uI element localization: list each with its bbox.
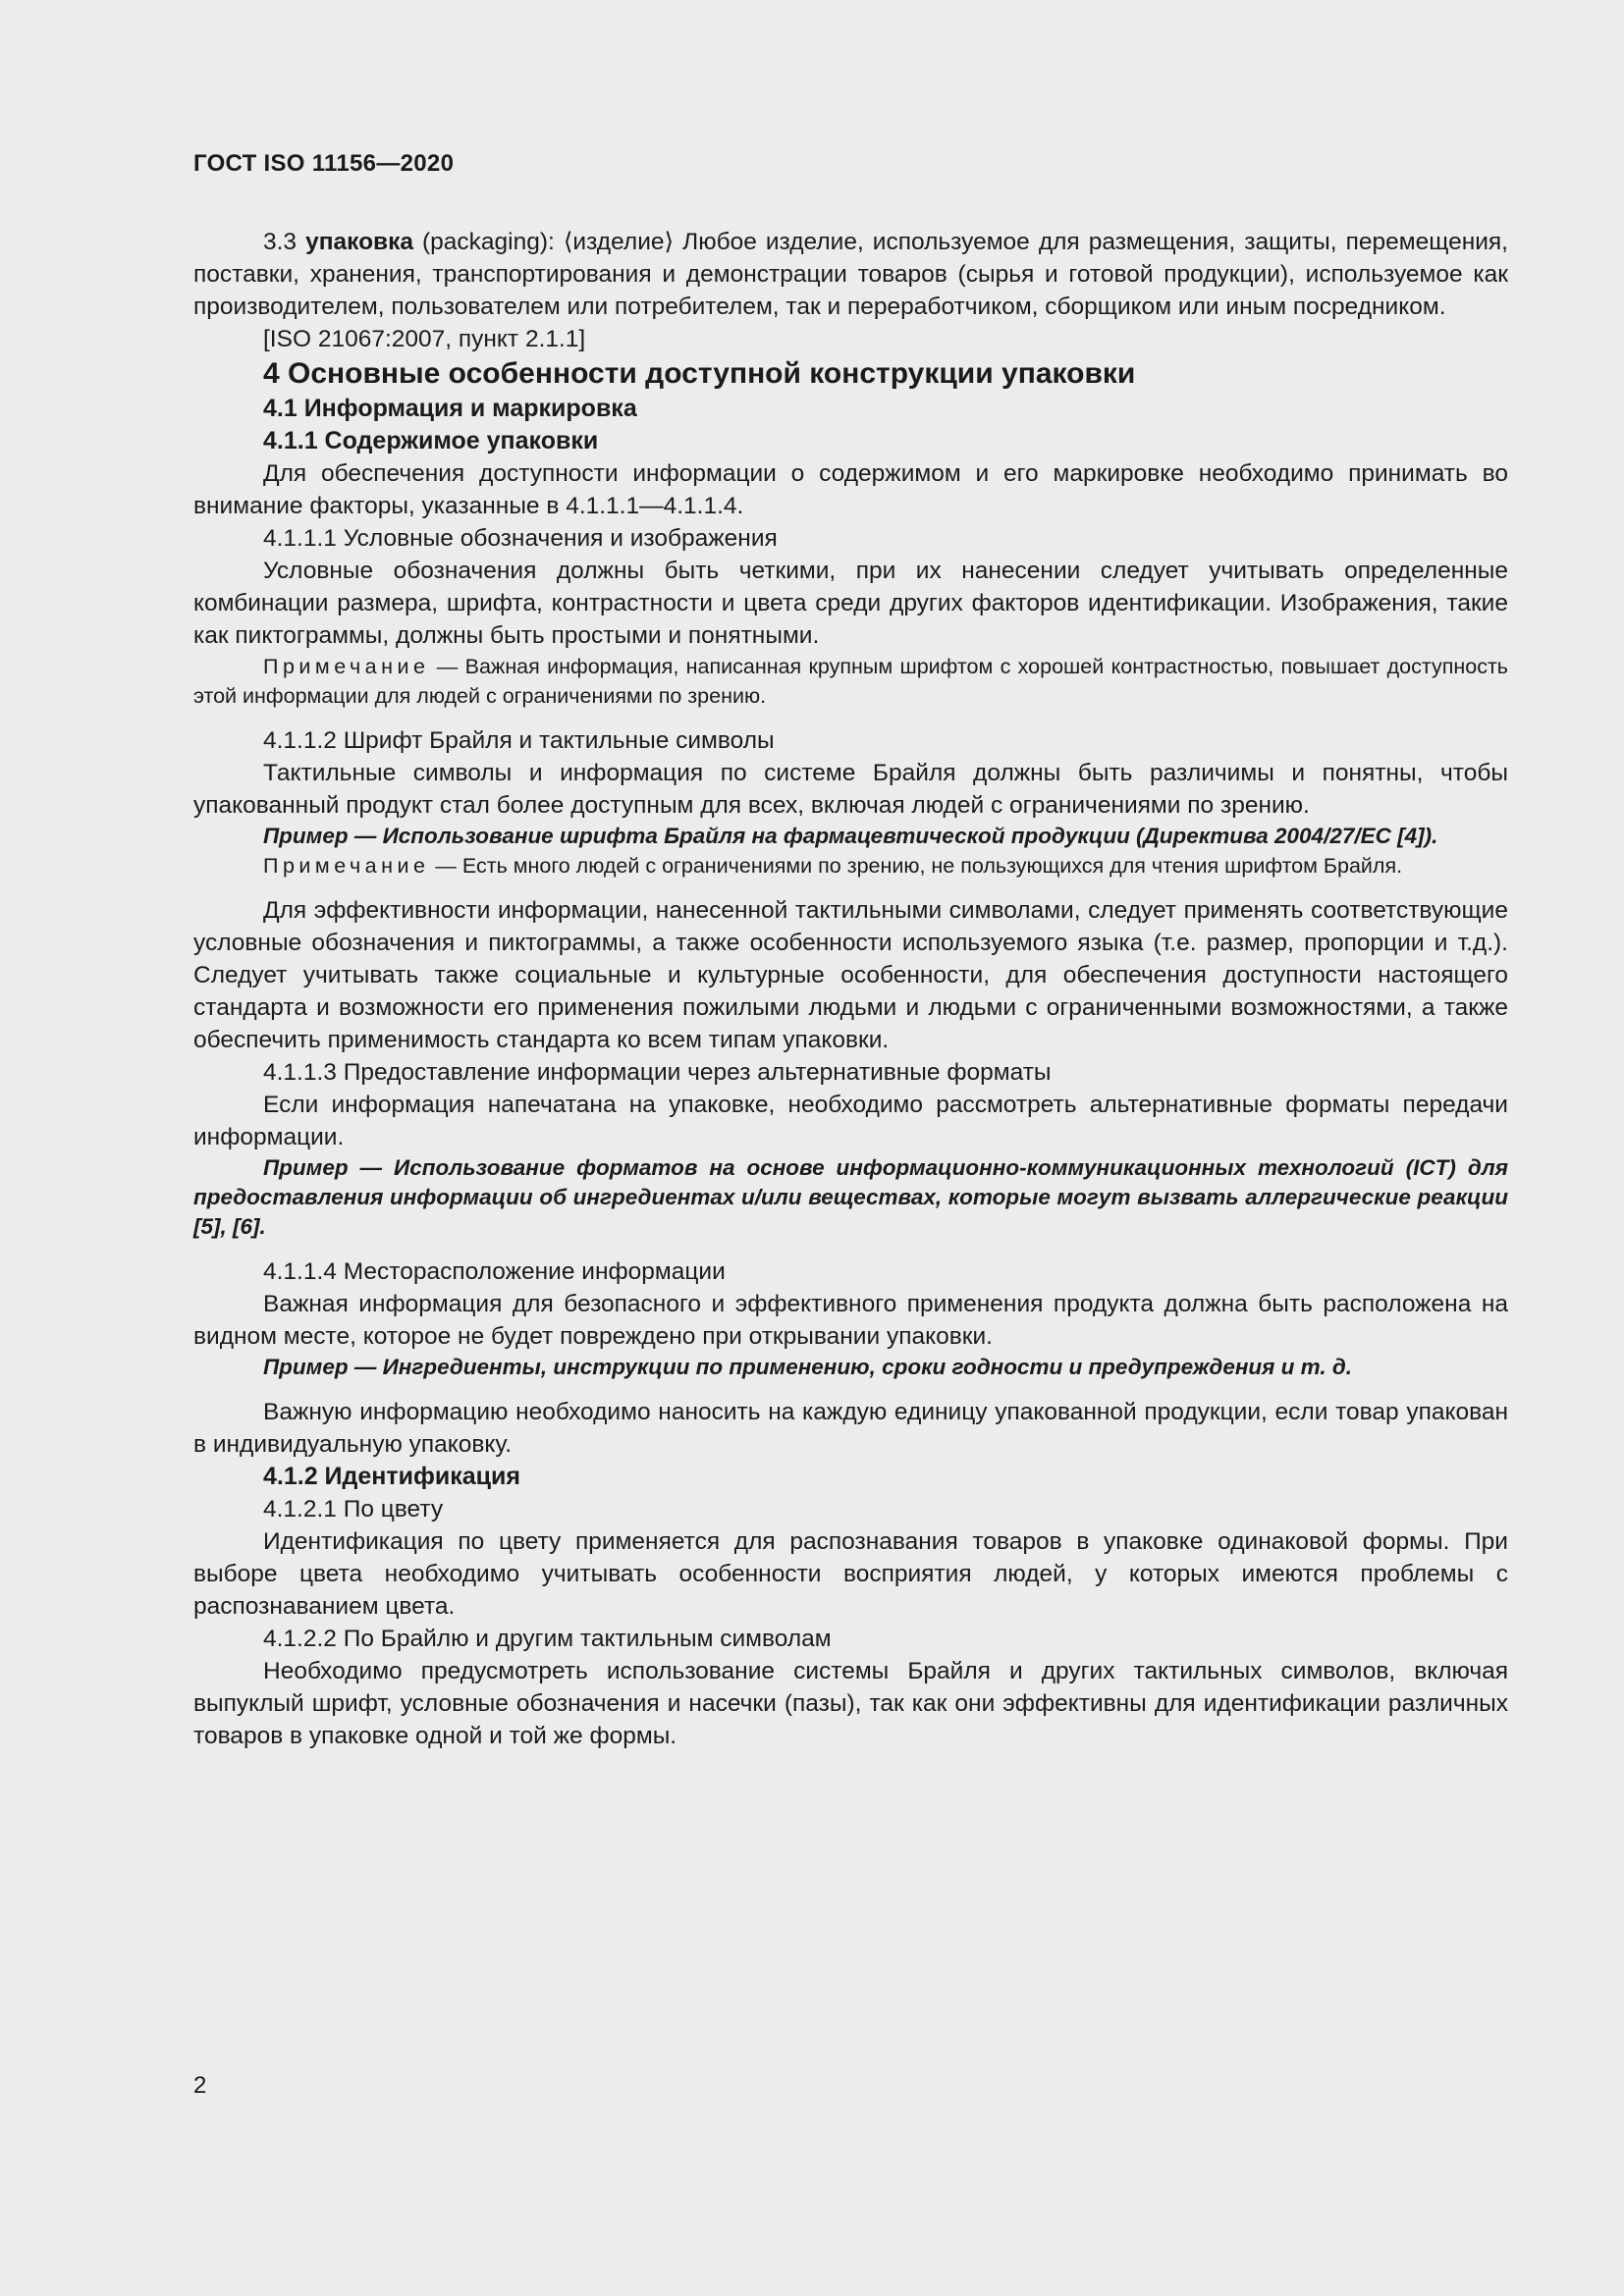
section-4-title: 4 Основные особенности доступной конструкции упаковки [263, 357, 1136, 390]
example-2: Пример — Использование форматов на основе информационно-коммуникационных технологий (ICT) для предоставления информации об ингредиентах и/или веществах, которые могут вызвать аллергические реакции [5], [6]. [193, 1155, 1508, 1239]
section-4-1-2-2-text: Необходимо предусмотреть использование системы Брайля и других тактильных символов, включая выпуклый шрифт, условные обозначения и насечки (пазы), так как они эффективны для идентификации различных товаров в упаковке одной и той же формы. [193, 1658, 1508, 1749]
section-4-1-1-4-title: 4.1.1.4 Месторасположение информации [263, 1258, 726, 1285]
note-label: Примечание [263, 854, 430, 878]
document-header: ГОСТ ISO 11156—2020 [193, 150, 455, 177]
section-4-1-title: 4.1 Информация и маркировка [263, 395, 637, 422]
section-4-1-1-1-title: 4.1.1.1 Условные обозначения и изображения [263, 525, 778, 552]
note-1 [193, 652, 1508, 711]
section-4-1-1-3-title: 4.1.1.3 Предоставление информации через альтернативные форматы [263, 1059, 1052, 1086]
document-body [193, 226, 1508, 1752]
section-4-1-1-title: 4.1.1 Содержимое упаковки [263, 427, 599, 454]
section-4-1-1-4-text-2: Важную информацию необходимо наносить на каждую единицу упакованной продукции, если товар упакован в индивидуальную упаковку. [193, 1399, 1508, 1458]
section-4-1-2-2-title: 4.1.2.2 По Брайлю и другим тактильным символам [263, 1626, 832, 1652]
note-text: — Важная информация, написанная крупным шрифтом с хорошей контрастностью, повышает доступность этой информации для людей с ограничениями по зрению. [193, 655, 1508, 708]
note-label: Примечание [263, 655, 430, 678]
note-text: — Есть много людей с ограничениями по зрению, не пользующихся для чтения шрифтом Брайля. [429, 854, 1403, 878]
page-number: 2 [193, 2072, 207, 2099]
section-4-1-1-4-text: Важная информация для безопасного и эффективного применения продукта должна быть расположена на видном месте, которое не будет повреждено при открывании упаковки. [193, 1291, 1508, 1350]
note-2 [193, 851, 1508, 881]
section-4-1-1-3-text: Если информация напечатана на упаковке, необходимо рассмотреть альтернативные форматы передачи информации. [193, 1092, 1508, 1150]
section-4-1-1-text: Для обеспечения доступности информации о содержимом и его маркировке необходимо принимать во внимание факторы, указанные в 4.1.1.1—4.1.1.4. [193, 460, 1508, 519]
definition-3-3 [193, 226, 1508, 323]
section-4-1-1-2-text-2: Для эффективности информации, нанесенной тактильными символами, следует применять соответствующие условные обозначения и пиктограммы, а также особенности используемого языка (т.е. размер, пропорции и т.д.). Следует учитывать также социальные и культурные особенности, для обеспечения доступности настоящего стандарта и возможности его применения пожилыми людьми и людьми с ограниченными возможностями, а также обеспечить применимость стандарта ко всем типам упаковки. [193, 897, 1508, 1053]
section-4-1-1-1-text: Условные обозначения должны быть четкими, при их нанесении следует учитывать определенные комбинации размера, шрифта, контрастности и цвета среди других факторов идентификации. Изображения, такие как пиктограммы, должны быть простыми и понятными. [193, 558, 1508, 649]
example-1: Пример — Использование шрифта Брайля на фармацевтической продукции (Директива 2004/27/ЕС [4]). [263, 824, 1438, 848]
definition-term: упаковка [305, 229, 413, 255]
section-4-1-2-1-text: Идентификация по цвету применяется для распознавания товаров в упаковке одинаковой формы. При выборе цвета необходимо учитывать особенности восприятия людей, у которых имеются проблемы с распознаванием цвета. [193, 1528, 1508, 1620]
definition-source: [ISO 21067:2007, пункт 2.1.1] [263, 326, 586, 352]
section-4-1-2-title: 4.1.2 Идентификация [263, 1463, 520, 1490]
definition-text: (packaging): ⟨изделие⟩ Любое изделие, используемое для размещения, защиты, перемещения, поставки, хранения, транспортирования и демонстрации товаров (сырья и готовой продукции), используемое как производителем, пользователем или потребителем, так и переработчиком, сборщиком или иным посредником. [193, 229, 1508, 320]
example-3: Пример — Ингредиенты, инструкции по применению, сроки годности и предупреждения и т. д. [263, 1355, 1353, 1379]
section-4-1-1-2-text: Тактильные символы и информация по системе Брайля должны быть различимы и понятны, чтобы упакованный продукт стал более доступным для всех, включая людей с ограничениями по зрению. [193, 760, 1508, 819]
section-4-1-2-1-title: 4.1.2.1 По цвету [263, 1496, 444, 1522]
definition-number: 3.3 [263, 229, 298, 255]
section-4-1-1-2-title: 4.1.1.2 Шрифт Брайля и тактильные символы [263, 727, 775, 754]
